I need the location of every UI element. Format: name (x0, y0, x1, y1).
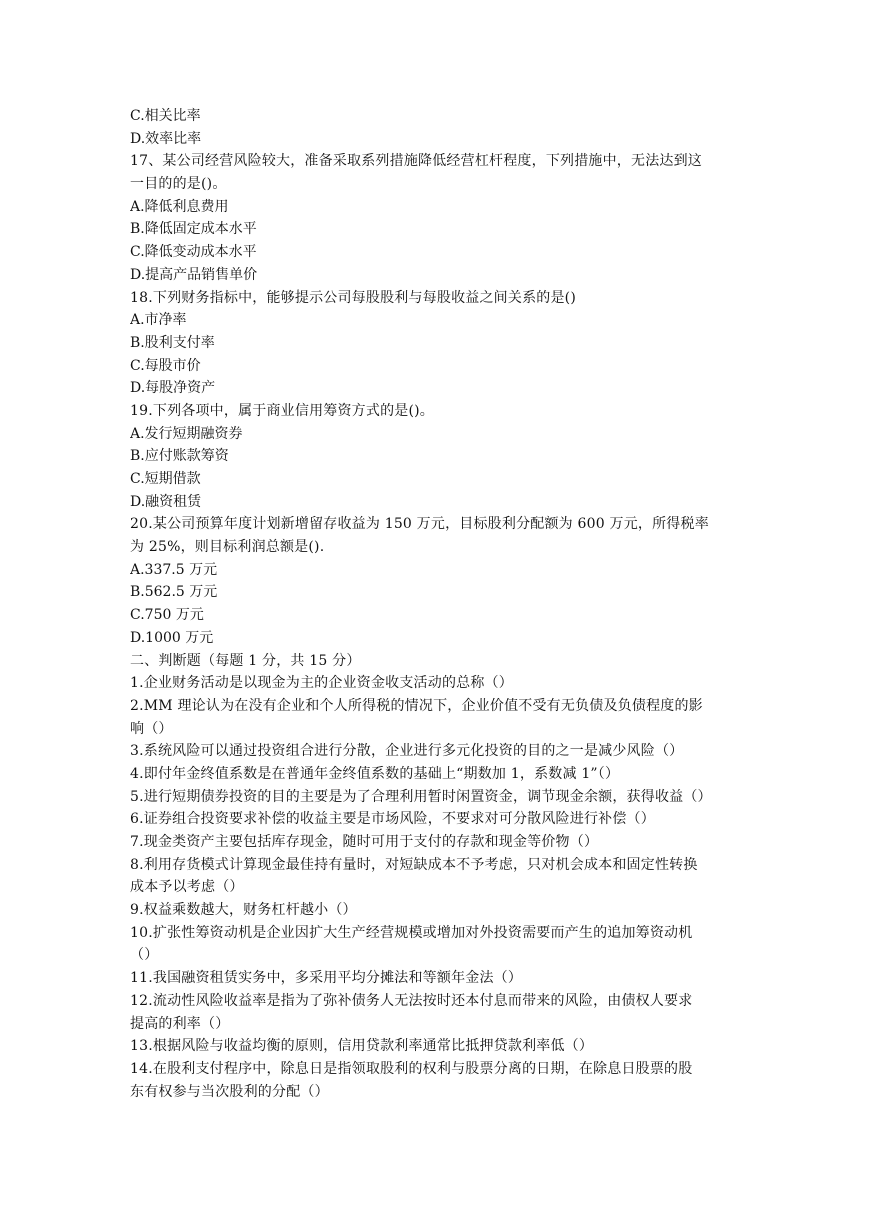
question-text-line: 一目的的是()。 (130, 176, 227, 193)
answer-option-line: B.股利支付率 (130, 334, 215, 351)
section-heading: 二、判断题（每题 1 分，共 15 分） (130, 652, 361, 669)
question-text-line: 7.现金类资产主要包括库存现金，随时可用于支付的存款和现金等价物（） (130, 834, 599, 850)
answer-option-line: B.应付账款筹资 (130, 448, 229, 465)
question-text-line: 5.进行短期债券投资的目的主要是为了合理利用暂时闲置资金，调节现金余额，获得收益（） (130, 788, 712, 805)
answer-option-line: B.降低固定成本水平 (130, 221, 257, 238)
question-text-line: 14.在股利支付程序中，除息日是指领取股利的权利与股票分离的日期，在除息日股票的股 (130, 1060, 693, 1077)
answer-option-line: D.融资租赁 (130, 493, 202, 510)
document-page (130, 105, 742, 1103)
question-text-line: 8.利用存货模式计算现金最佳持有量时，对短缺成本不予考虑，只对机会成本和固定性转换 (130, 856, 698, 873)
answer-option-line: C.每股市价 (130, 357, 201, 374)
question-text-line: 6.证券组合投资要求补偿的收益主要是市场风险，不要求对可分散风险进行补偿（） (130, 811, 655, 828)
question-text-line: 东有权参与当次股利的分配（） (130, 1083, 329, 1100)
question-text-line: 成本予以考虑（） (130, 879, 244, 896)
question-text-line: 13.根据风险与收益均衡的原则，信用贷款利率通常比抵押贷款利率低（） (130, 1038, 594, 1055)
question-text-line: 19.下列各项中，属于商业信用筹资方式的是()。 (130, 402, 434, 419)
answer-option-line: D.效率比率 (130, 130, 202, 147)
answer-option-line: C.短期借款 (130, 471, 201, 487)
question-text-line: 10.扩张性筹资动机是企业因扩大生产经营规模或增加对外投资需要而产生的追加筹资动机 (130, 924, 693, 941)
answer-option-line: C.降低变动成本水平 (130, 244, 257, 261)
question-text-line: 为 25%，则目标利润总额是(). (130, 539, 325, 556)
question-text-line: 响（） (130, 720, 173, 737)
question-text-line: 20.某公司预算年度计划新增留存收益为 150 万元，目标股利分配额为 600 万元，所得税率 (130, 516, 709, 533)
question-text-line: 提高的利率（） (130, 1015, 230, 1032)
question-text-line: 9.权益乘数越大，财务杠杆越小（） (130, 902, 357, 919)
question-text-line: 17、某公司经营风险较大，准备采取系列措施降低经营杠杆程度，下列措施中，无法达到这 (130, 153, 703, 170)
question-text-line: （） (130, 947, 159, 964)
answer-option-line: C.750 万元 (130, 607, 204, 624)
question-text-line: 3.系统风险可以通过投资组合进行分散，企业进行多元化投资的目的之一是减少风险（） (130, 743, 684, 760)
answer-option-line: A.发行短期融资券 (130, 425, 243, 442)
answer-option-line: D.每股净资产 (130, 380, 216, 397)
question-text-line: 4.即付年金终值系数是在普通年金终值系数的基础上“期数加 1，系数减 1”（） (130, 765, 620, 782)
answer-option-line: D.1000 万元 (130, 629, 214, 646)
question-text-line: 12.流动性风险收益率是指为了弥补债务人无法按时还本付息而带来的风险，由债权人要求 (130, 992, 693, 1009)
question-text-line: 18.下列财务指标中，能够提示公司每股股利与每股收益之间关系的是() (130, 289, 576, 306)
question-text-line: 2.MM 理论认为在没有企业和个人所得税的情况下，企业价值不受有无负债及负债程度的影 (130, 697, 703, 714)
answer-option-line: B.562.5 万元 (130, 584, 218, 601)
answer-option-line: A.降低利息费用 (130, 198, 229, 215)
answer-option-line: D.提高产品销售单价 (130, 266, 258, 283)
answer-option-line: A.337.5 万元 (130, 561, 218, 578)
question-text-line: 11.我国融资租赁实务中，多采用平均分摊法和等额年金法（） (130, 970, 523, 987)
answer-option-line: A.市净率 (130, 312, 187, 329)
answer-option-line: C.相关比率 (130, 108, 201, 124)
question-text-line: 1.企业财务活动是以现金为主的企业资金收支活动的总称（） (130, 675, 513, 692)
